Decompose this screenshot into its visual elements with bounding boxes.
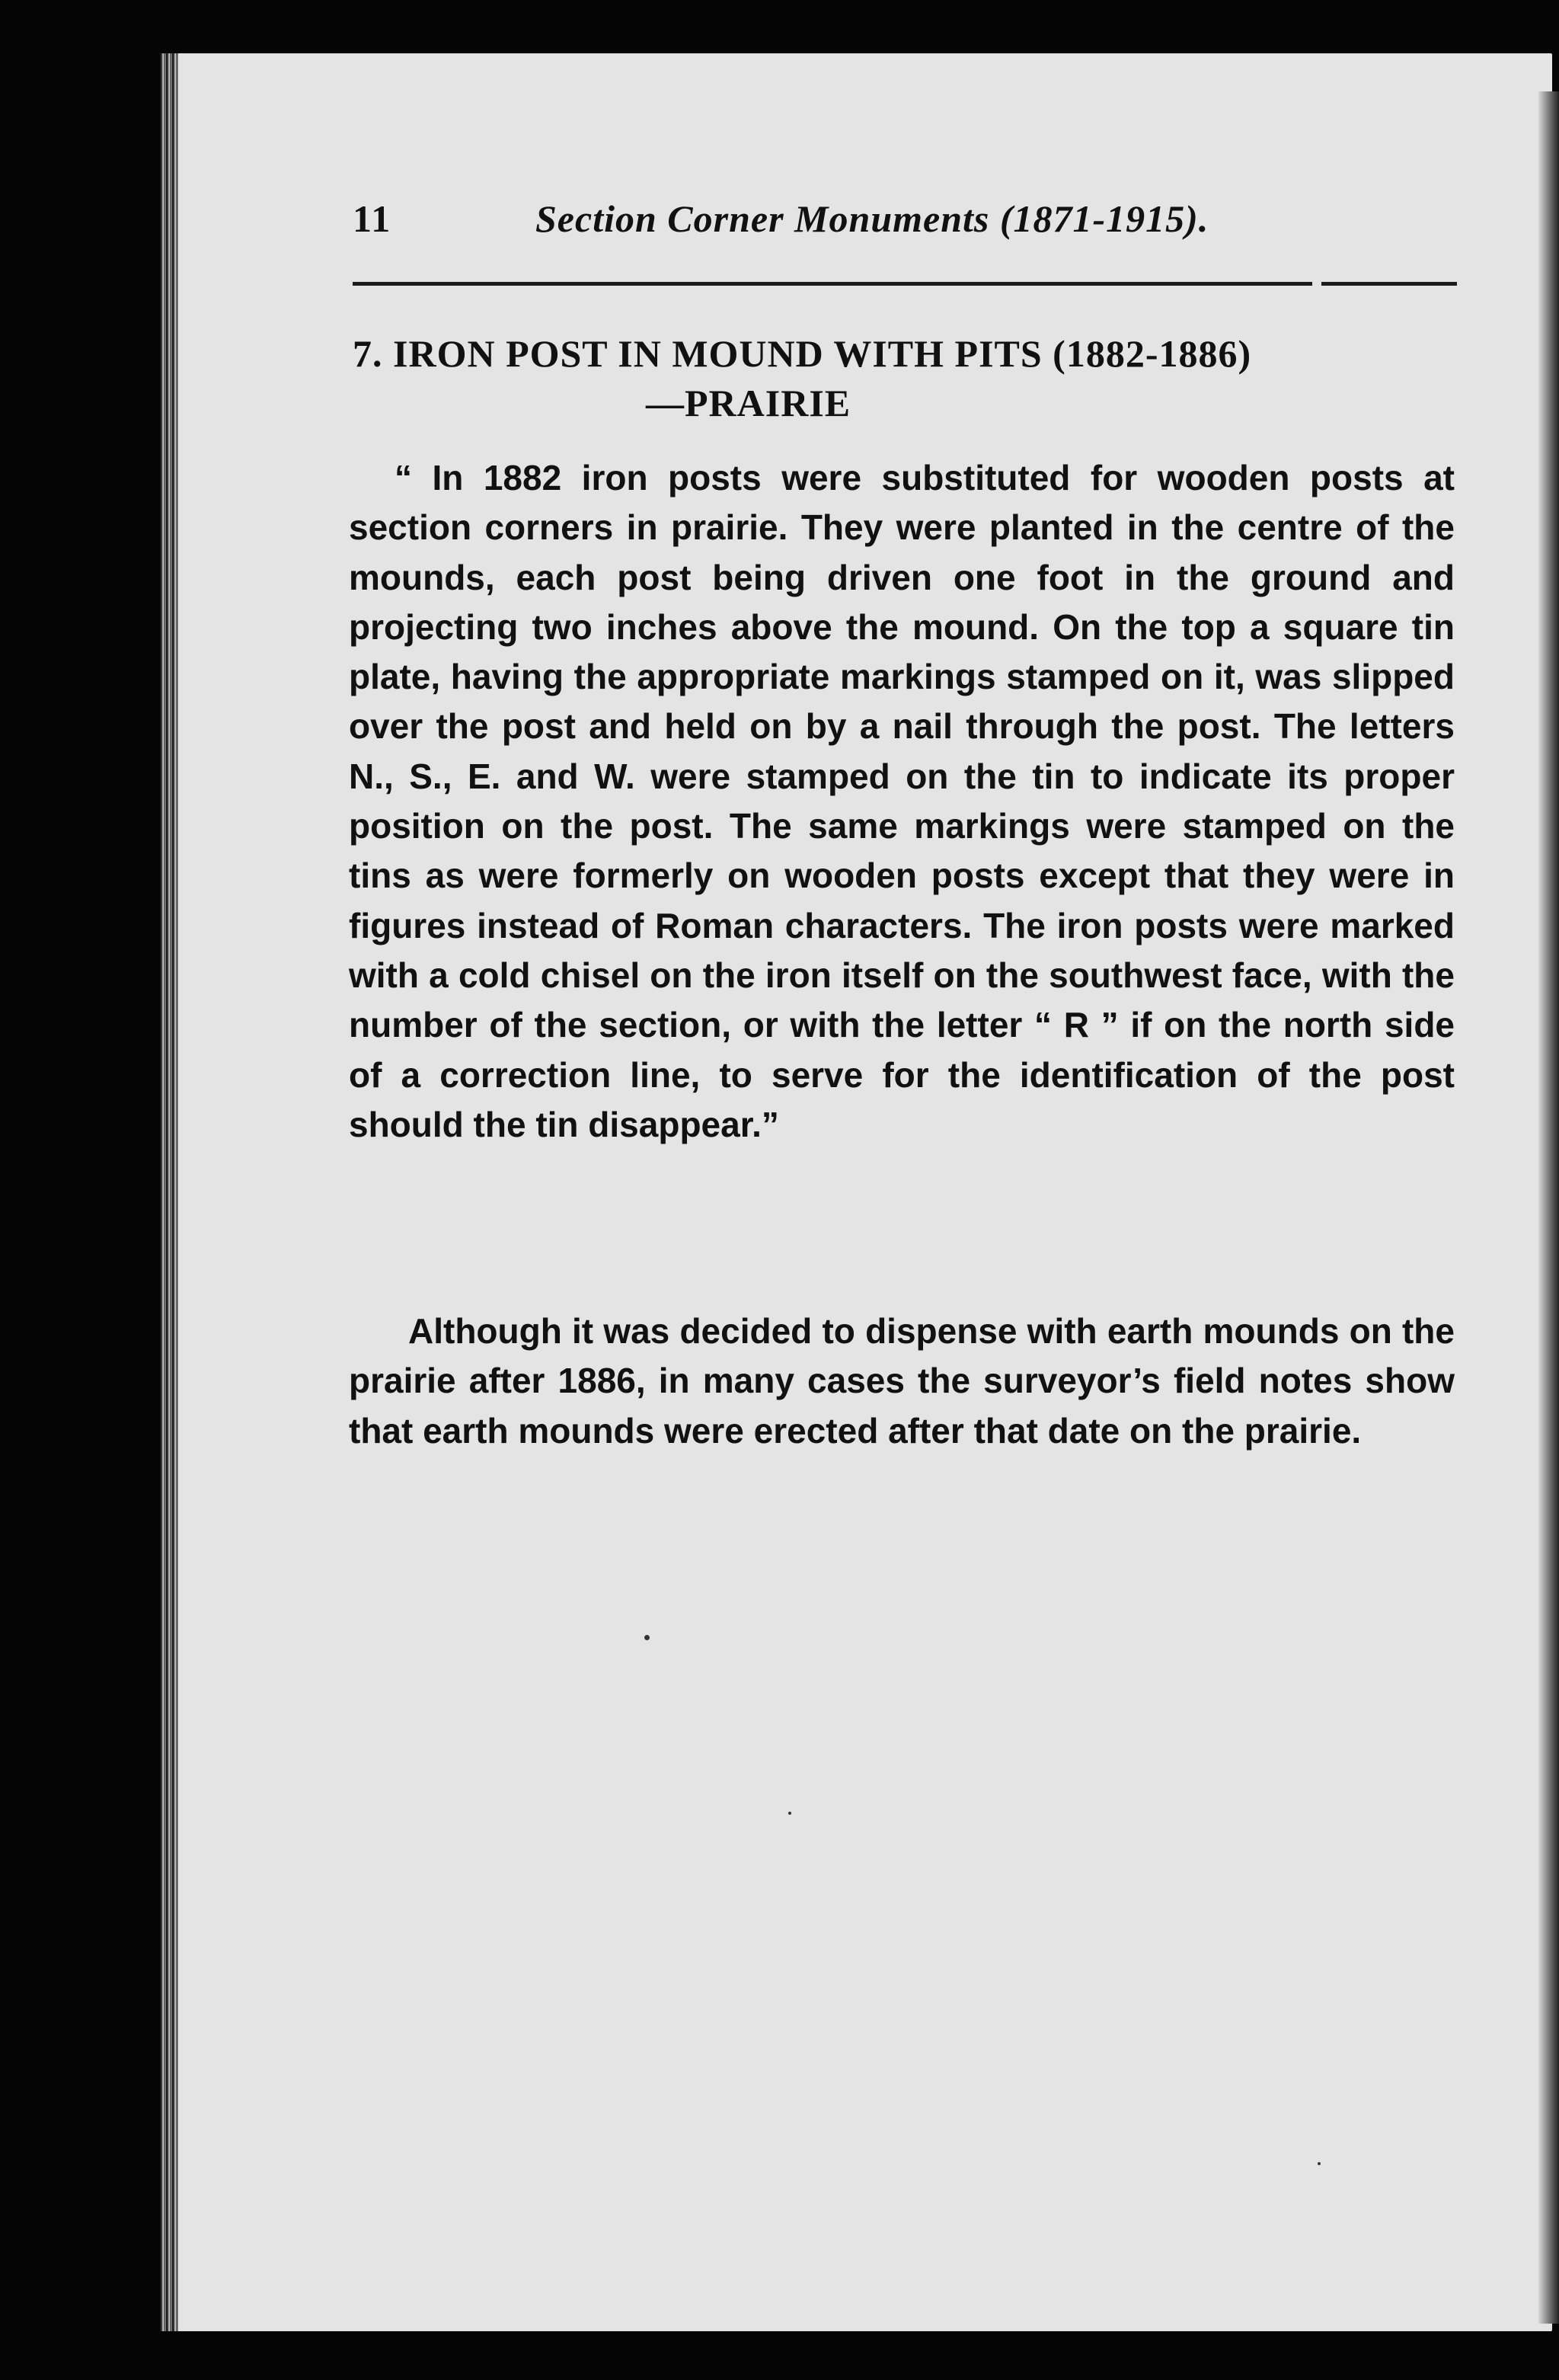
page-right-edge bbox=[1538, 91, 1559, 2324]
page-number: 11 bbox=[353, 197, 392, 240]
running-title: Section Corner Monuments (1871-1915). bbox=[535, 197, 1209, 240]
scan-speck bbox=[644, 1635, 650, 1640]
page-header bbox=[353, 197, 1468, 258]
section-heading-line-2: —PRAIRIE bbox=[646, 382, 851, 424]
header-rule bbox=[353, 282, 1312, 286]
quoted-paragraph: “ In 1882 iron posts were substituted for wooden posts at section corners in prairie. They were planted in the centre of the mounds, each post being driven one foot in the ground and projecting two inches above the mound. On the top a square tin plate, having the appropriate markings stamped on it, was slipped over the post and held on by a nail through the post. The letters N., S., E. and W. were stamped on the tin to indicate its proper position on the post. The same markings were stamped on the tins as were formerly on wooden posts except that they were in figures instead of Roman characters. The iron posts were marked with a cold chisel on the iron itself on the southwest face, with the number of the section, or with the letter “ R ” if on the north side of a correction line, to serve for the identification of the post should the tin disappear.” bbox=[349, 458, 1455, 1144]
header-rule-end bbox=[1321, 282, 1457, 286]
section-heading bbox=[353, 329, 1457, 428]
scan-speck bbox=[1318, 2162, 1321, 2165]
scan-speck bbox=[788, 1812, 791, 1815]
book-spine-edge bbox=[160, 53, 178, 2331]
body-paragraph: Although it was decided to dispense with earth mounds on the prairie after 1886, in many cases the surveyor’s field notes show that earth mounds were erected after that date on the prairie. bbox=[349, 1311, 1455, 1451]
section-heading-line-1: 7. IRON POST IN MOUND WITH PITS (1882-1886) bbox=[353, 332, 1252, 375]
